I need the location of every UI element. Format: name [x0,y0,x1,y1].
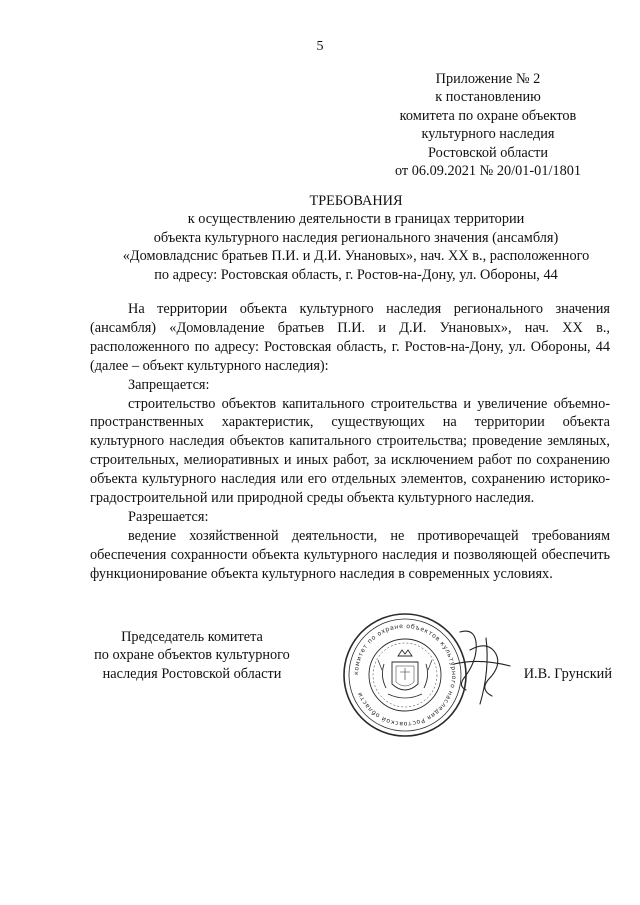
signatory-position [80,628,304,683]
seal-ring-text: комитет по охране объектов культурного наследия Ростовской области [352,622,458,728]
allowed-label: Разрешается: [128,508,209,525]
position-line: наследия Ростовской области [102,665,282,682]
appendix-line: культурного наследия [421,126,555,143]
title-line: к осуществлению деятельности в границах территории [187,211,525,228]
signatory-name: И.В. Грунский [523,666,612,682]
document-body [90,300,610,584]
appendix-header [380,70,596,180]
page-number: 5 [316,39,324,54]
appendix-line: от 06.09.2021 № 20/01-01/1801 [394,163,582,180]
appendix-line: к постановлению [435,89,541,106]
appendix-line: Приложение № 2 [435,71,541,87]
title-line: по адресу: Ростовская область, г. Ростов-на-Дону, ул. Обороны, 44 [154,266,558,283]
title-line: «Домовладснис братьев П.И. и Д.И. Унановых», нач. XX в., расположенного [122,248,590,265]
document-title [86,192,626,284]
forbidden-paragraph: строительство объектов капитального строительства и увеличение объемно-пространственных характеристик, существующих на территории объекта культурного наследия объектов капитального строительства; проведение земляных, строительных, мелиоративных и иных работ, за исключением работ по сохранению объекта культурного наследия или его отдельных элементов, сохранению историко-градостроительной или природной среды объекта культурного наследия. [90,395,610,507]
title-heading: ТРЕБОВАНИЯ [309,193,403,209]
forbidden-label: Запрещается: [128,376,210,393]
position-line: по охране объектов культурного [94,647,290,664]
title-line: объекта культурного наследия регионального значения (ансамбля) [153,229,559,246]
appendix-line: Ростовской области [427,144,549,161]
position-line: Председатель комитета [121,629,263,645]
intro-paragraph: На территории объекта культурного наследия регионального значения (ансамбля) «Домовладение братьев П.И. и Д.И. Унановых», нач. XX в., расположенного по адресу: Ростовская область, г. Ростов-на-Дону, ул. Обороны, 44 (далее – объект культурного наследия): [90,301,610,374]
allowed-paragraph: ведение хозяйственной деятельности, не противоречащей требованиям обеспечения сохранности объекта культурного наследия и позволяющей обеспечить функционирование объекта культурного наследия в современных условиях. [90,527,610,582]
appendix-line: комитета по охране объектов [399,107,577,124]
